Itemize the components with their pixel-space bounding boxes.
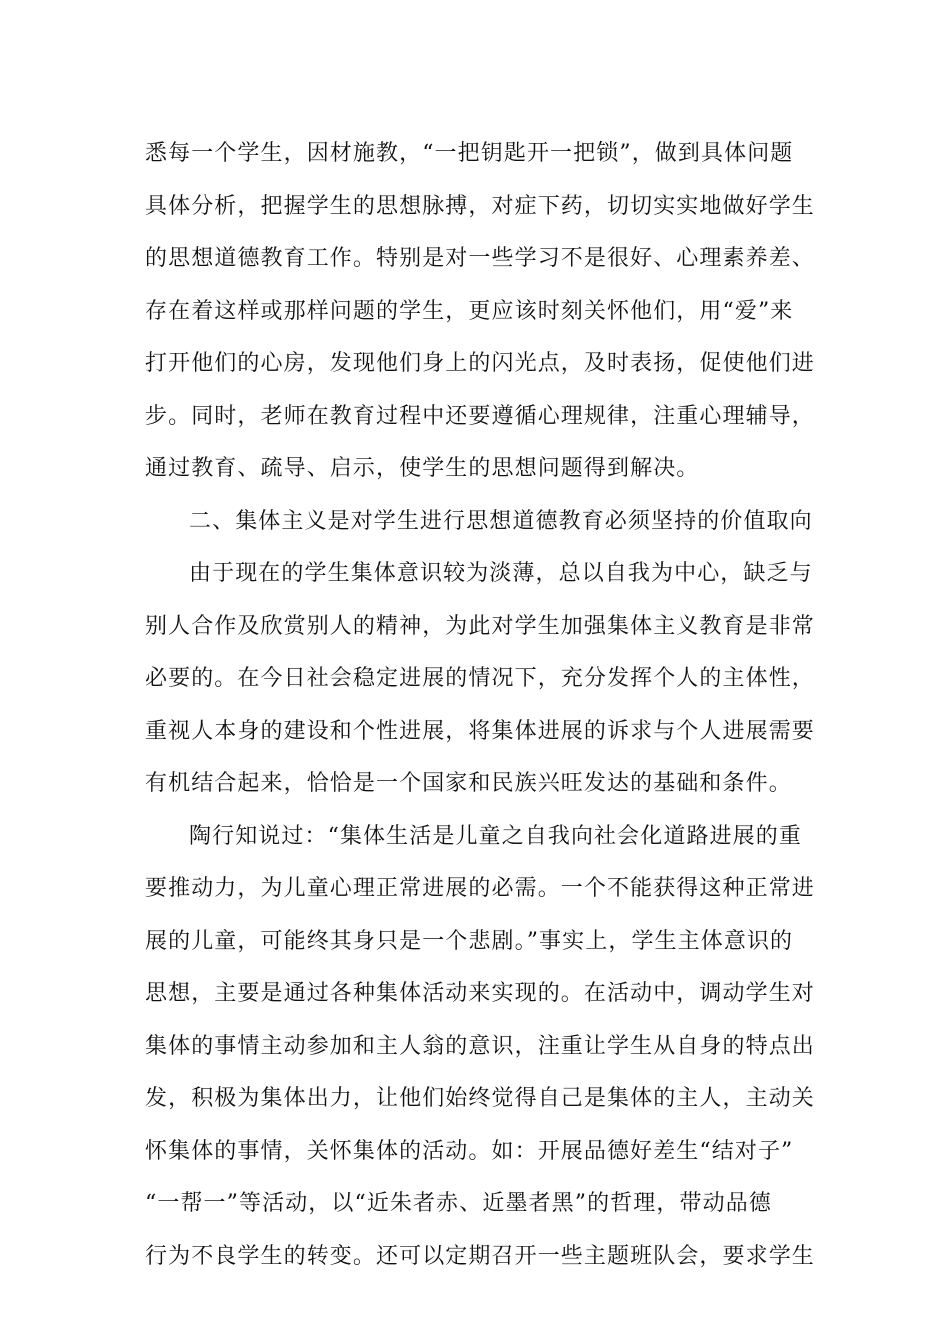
- text-line: 有机结合起来，恰恰是一个国家和民族兴旺发达的基础和条件。: [145, 771, 792, 796]
- text-line: 的思想道德教育工作。特别是对一些学习不是很好、心理素养差、: [145, 246, 815, 271]
- text-line: 思想，主要是通过各种集体活动来实现的。在活动中，调动学生对: [145, 981, 815, 1006]
- document-body: [145, 128, 815, 1283]
- text-line: 行为不良学生的转变。还可以定期召开一些主题班队会，要求学生: [145, 1243, 815, 1269]
- text-line: “一帮一”等活动，以“近朱者赤、近墨者黑”的哲理，带动品德: [145, 1191, 772, 1216]
- text-line: 发，积极为集体出力，让他们始终觉得自己是集体的主人，主动关: [145, 1086, 815, 1111]
- text-line: 怀集体的事情，关怀集体的活动。如：开展品德好差生“结对子”: [145, 1138, 794, 1164]
- text-line: 悉每一个学生，因材施教，“一把钥匙开一把锁”，做到具体问题: [145, 141, 794, 166]
- text-line: 步。同时，老师在教育过程中还要遵循心理规律，注重心理辅导，: [145, 403, 815, 429]
- text-line: 重视人本身的建设和个性进展，将集体进展的诉求与个人进展需要: [145, 718, 815, 744]
- text-line: 由于现在的学生集体意识较为淡薄，总以自我为中心，缺乏与: [189, 561, 813, 586]
- section-heading: 二、集体主义是对学生进行思想道德教育必须坚持的价值取向: [189, 508, 813, 534]
- text-line: 通过教育、疏导、启示，使学生的思想问题得到解决。: [145, 456, 700, 481]
- text-line: 陶行知说过：“集体生活是儿童之自我向社会化道路进展的重: [189, 823, 802, 849]
- text-line: 要推动力，为儿童心理正常进展的必需。一个不能获得这种正常进: [145, 876, 815, 901]
- text-line: 必要的。在今日社会稳定进展的情况下，充分发挥个人的主体性，: [145, 666, 815, 691]
- text-line: 别人合作及欣赏别人的精神，为此对学生加强集体主义教育是非常: [145, 613, 815, 639]
- text-line: 集体的事情主动参加和主人翁的意识，注重让学生从自身的特点出: [145, 1033, 815, 1059]
- text-line: 具体分析，把握学生的思想脉搏，对症下药，切切实实地做好学生: [145, 193, 815, 219]
- text-line: 打开他们的心房，发现他们身上的闪光点，及时表扬，促使他们进: [145, 351, 815, 376]
- text-line: 展的儿童，可能终其身只是一个悲剧。”事实上，学生主体意识的: [145, 928, 794, 954]
- text-line: 存在着这样或那样问题的学生，更应该时刻关怀他们，用“爱”来: [145, 298, 794, 324]
